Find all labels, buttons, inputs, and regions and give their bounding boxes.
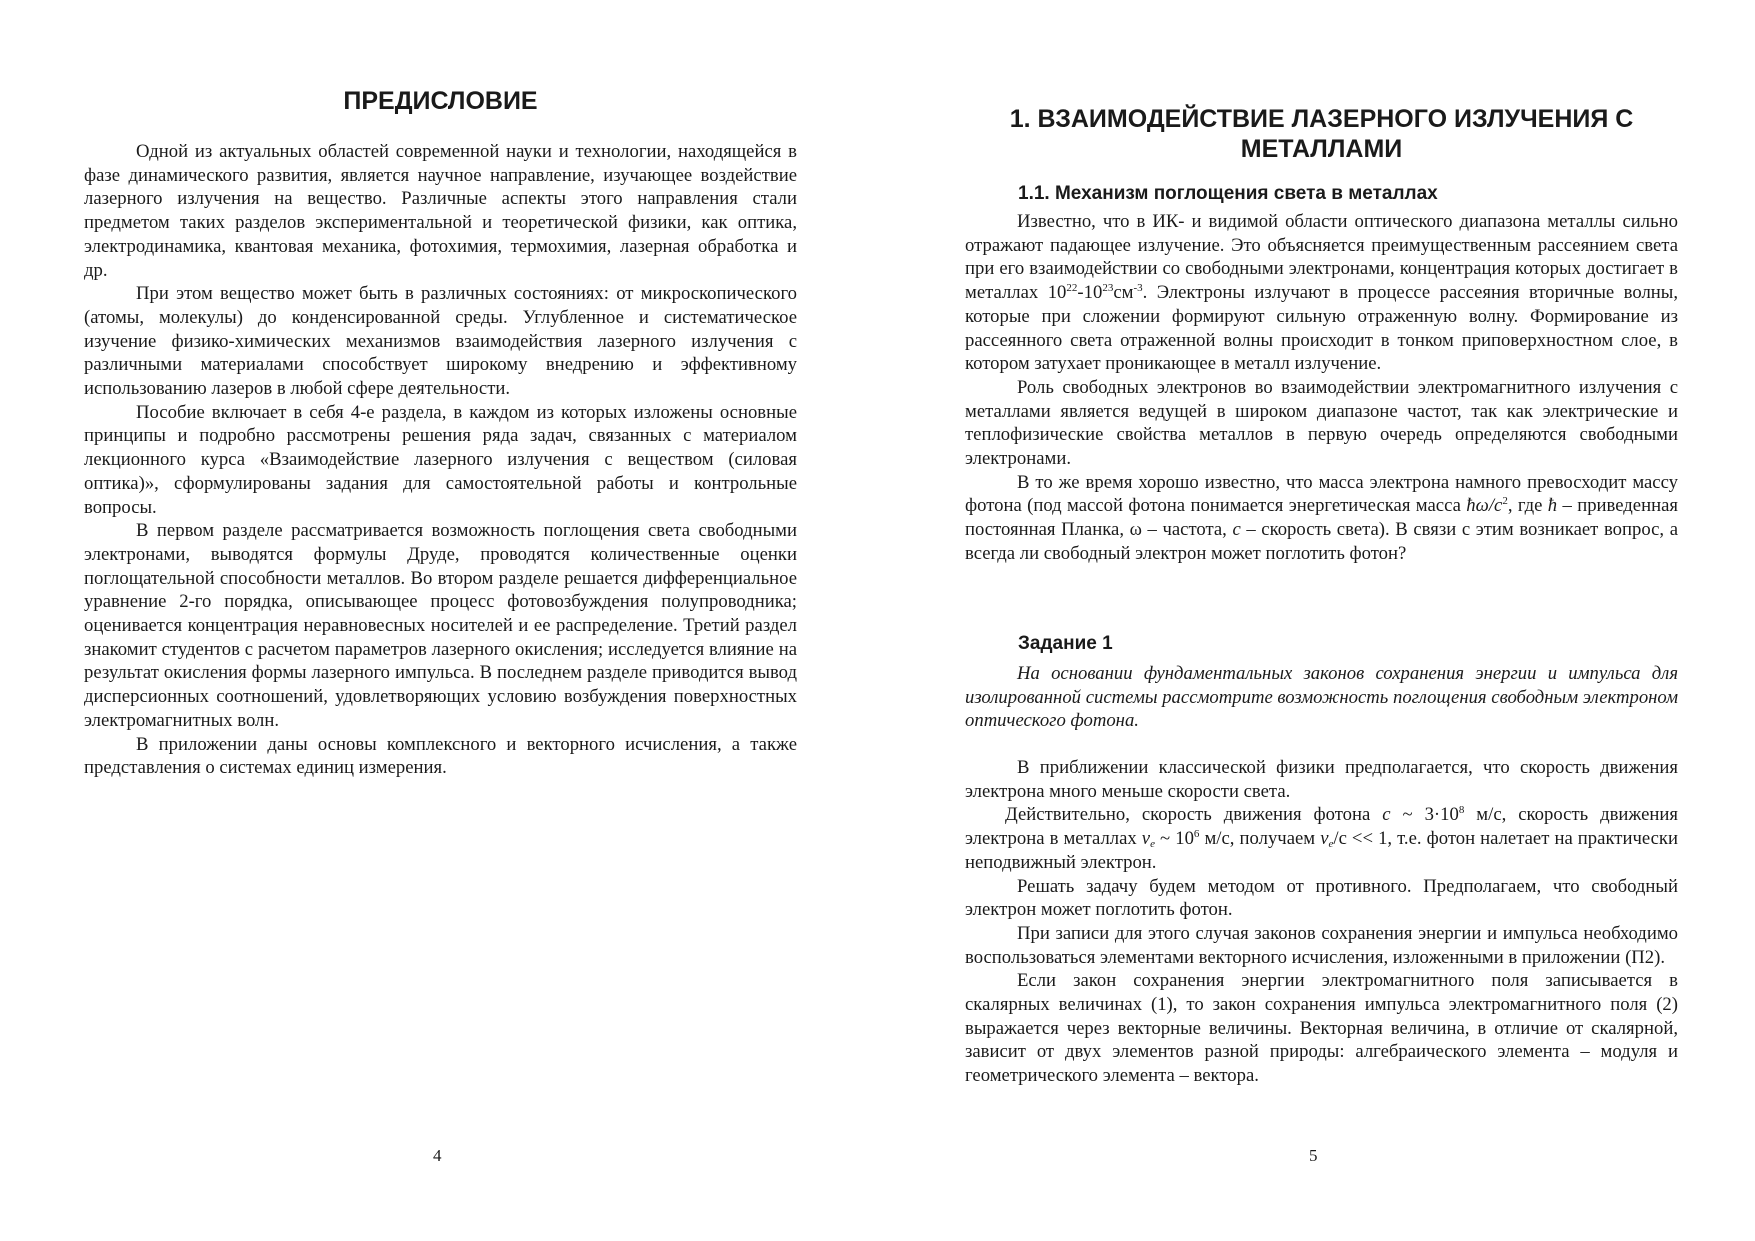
solution-paragraph-2 bbox=[965, 803, 1678, 874]
p1-unit: см bbox=[1113, 282, 1134, 304]
p3-text-b: , где bbox=[1507, 495, 1548, 517]
preface-body bbox=[84, 140, 797, 780]
p5-text-a: Действительно, скорость движения фотона bbox=[1005, 804, 1383, 826]
p5-text-d: ~ 10 bbox=[1154, 828, 1194, 850]
p3-text-d: – скорость света). В связи с этим возникает вопрос, а всегда ли свободный электрон может поглотить фотон? bbox=[965, 519, 1679, 564]
page-number-right: 5 bbox=[1309, 1146, 1318, 1165]
preface-paragraph-4: В первом разделе рассматривается возможность поглощения света свободными электронами, выводятся формулы Друде, проводятся количественные оценки поглощательной способности металлов. Во втором разделе решается дифференциальное уравнение 2-го порядка, описывающее процесс фотовозбуждения полупроводника; оценивается концентрация неравновесных носителей и ее распределение. Третий раздел знакомит студентов с расчетом параметров лазерного окисления; исследуется влияние на результат окисления формы лазерного импульса. В последнем разделе приводится вывод дисперсионных соотношений, удовлетворяющих условию возбуждения поверхностных электромагнитных волн. bbox=[84, 520, 797, 731]
p5-text-e: м/с, получаем bbox=[1199, 828, 1321, 850]
p5-text-c: м/с, скорость движения электрона в металлах bbox=[965, 804, 1678, 850]
p3-exponent: 2 bbox=[1502, 495, 1508, 508]
p1-text-a: Известно, что в ИК- и видимой области оптического диапазона металлы сильно отражают падающее излучение. Это объясняется преимущественным рассеянием света при его взаимодействии со свободными электронами, концентрация которых достигает в металлах 10 bbox=[965, 211, 1678, 304]
chapter-title: 1. ВЗАИМОДЕЙСТВИЕ ЛАЗЕРНОГО ИЗЛУЧЕНИЯ С МЕТАЛЛАМИ bbox=[1009, 105, 1634, 163]
p5-text-b: ~ 3·10 bbox=[1390, 804, 1459, 826]
right-page bbox=[877, 0, 1755, 1241]
solution-paragraph-5: Если закон сохранения энергии электромагнитного поля записывается в скалярных величинах (1), то закон сохранения импульса электромагнитного поля (2) выражается через векторные величины. Векторная величина, в отличие от скалярной, зависит от двух элементов разной природы: алгебраического элемента – модуля и геометрического элемента – вектора. bbox=[965, 970, 1678, 1087]
p5-c-symbol: c bbox=[1382, 804, 1391, 826]
page-number-left: 4 bbox=[433, 1146, 442, 1165]
photon-mass-formula: ħω/c bbox=[1466, 495, 1503, 517]
preface-paragraph-1: Одной из актуальных областей современной науки и технологии, находящейся в фазе динамического развития, является научное направление, изучающее воздействие лазерного излучения на вещество. Различные аспекты этого направления стали предметом таких разделов экспериментальной и теоретической физики, как оптика, электродинамика, квантовая механика, фотохимия, термохимия, лазерная обработка и др. bbox=[84, 141, 797, 281]
preface-paragraph-5: В приложении даны основы комплексного и векторного исчисления, а также представления о системах единиц измерения. bbox=[84, 733, 797, 779]
p1-dash: -10 bbox=[1077, 282, 1103, 304]
p1-exponent-3: -3 bbox=[1133, 282, 1143, 295]
solution-paragraph-1: В приближении классической физики предполагается, что скорость движения электрона много меньше скорости света. bbox=[965, 757, 1678, 802]
preface-title: ПРЕДИСЛОВИЕ bbox=[343, 87, 538, 115]
section-title: 1.1. Механизм поглощения света в металлах bbox=[1018, 183, 1438, 204]
p1-exponent-1: 22 bbox=[1066, 282, 1078, 295]
task-body bbox=[965, 662, 1678, 733]
solution-paragraph-4: При записи для этого случая законов сохранения энергии и импульса необходимо воспользоваться элементами векторного исчисления, изложенными в приложении (П2). bbox=[965, 922, 1678, 968]
section-paragraph-2: Роль свободных электронов во взаимодействии электромагнитного излучения с металлами является ведущей в широком диапазоне частот, так как электрические и теплофизические свойства металлов в первую очередь определяются свободными электронами. bbox=[965, 376, 1678, 470]
p3-text-a: В то же время хорошо известно, что масса электрона намного превосходит массу фотона (под массой фотона понимается энергетическая масса bbox=[965, 471, 1678, 517]
preface-paragraph-2: При этом вещество может быть в различных состояниях: от микроскопического (атомы, молекулы) до конденсированной среды. Углубленное и систематическое изучение физико-химических механизмов взаимодействия лазерного излучения с различными материалами способствует широкому внедрению и эффективному использованию лазеров в любой сфере деятельности. bbox=[84, 283, 797, 400]
solution-body bbox=[965, 756, 1678, 1088]
p3-text-c: – приведенная постоянная Планка, ω – частота, bbox=[965, 495, 1678, 541]
task-title: Задание 1 bbox=[1018, 633, 1113, 654]
section-paragraph-3 bbox=[965, 471, 1678, 566]
electron-velocity-subscript: e bbox=[1150, 838, 1155, 851]
section-paragraph-1 bbox=[965, 210, 1678, 376]
electron-velocity-symbol-2: v bbox=[1320, 828, 1329, 850]
p5-exponent-1: 8 bbox=[1458, 804, 1465, 817]
electron-velocity-symbol: v bbox=[1141, 828, 1151, 850]
section-body bbox=[965, 210, 1678, 566]
planck-symbol: ħ bbox=[1547, 495, 1558, 517]
task-paragraph: На основании фундаментальных законов сохранения энергии и импульса для изолированной системы рассмотрите возможность поглощения свободным электроном оптического фотона. bbox=[965, 663, 1678, 732]
light-speed-symbol: c bbox=[1232, 519, 1241, 541]
p5-text-f: /с << 1, т.е. фотон налетает на практически неподвижный электрон. bbox=[965, 828, 1678, 873]
p1-text-b: . Электроны излучают в процессе рассеяния вторичные волны, которые при сложении формируют сильную отраженную волну. Формирование из рассеянного света отраженной волны происходит в тонком приповерхностном слое, в котором затухает проникающее в металл излучение. bbox=[965, 282, 1678, 375]
preface-paragraph-3: Пособие включает в себя 4-е раздела, в каждом из которых изложены основные принципы и подробно рассмотрены решения ряда задач, связанных с материалом лекционного курса «Взаимодействие лазерного излучения с веществом (силовая оптика)», сформулированы задания для самостоятельной работы и контрольные вопросы. bbox=[84, 401, 797, 518]
p1-exponent-2: 23 bbox=[1102, 282, 1114, 295]
electron-velocity-subscript-2: e bbox=[1328, 838, 1334, 851]
left-page bbox=[0, 0, 877, 1241]
p5-exponent-2: 6 bbox=[1193, 828, 1200, 841]
solution-paragraph-3: Решать задачу будем методом от противного. Предполагаем, что свободный электрон может поглотить фотон. bbox=[965, 875, 1678, 921]
